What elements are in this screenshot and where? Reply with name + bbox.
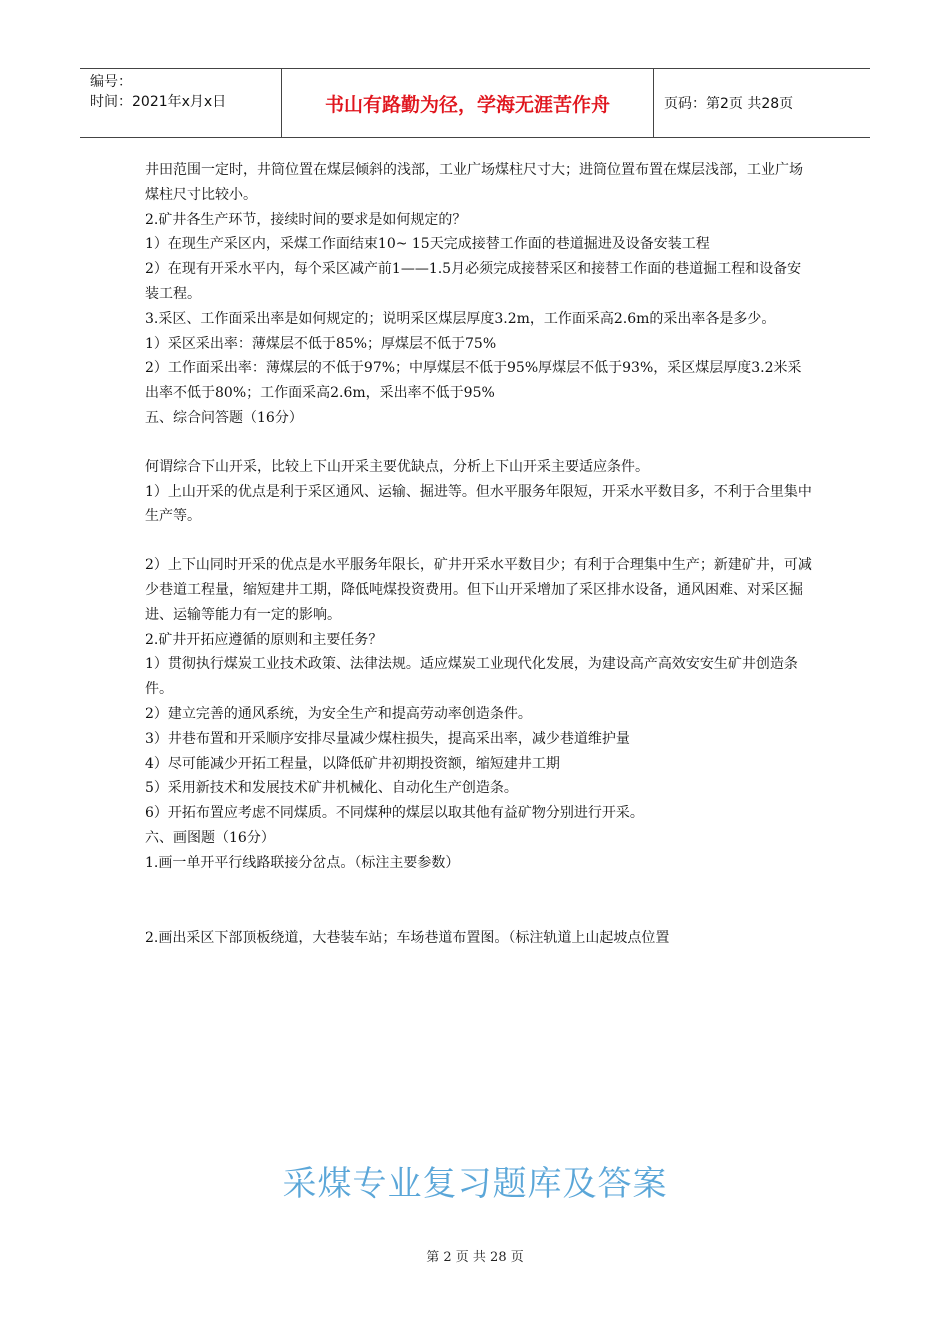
body-line: 1.画一单开平行线路联接分岔点。（标注主要参数）: [145, 854, 460, 871]
header-meta: [80, 69, 282, 137]
body-line: 2.矿井各生产环节，接续时间的要求是如何规定的？: [145, 211, 467, 228]
body-line: 2.画出采区下部顶板绕道，大巷装车站；车场巷道布置图。（标注轨道上山起坡点位置: [145, 929, 670, 946]
spacer: [145, 876, 815, 926]
spacer: [145, 431, 815, 455]
section-heading: 五、综合问答题（16分）: [145, 409, 303, 426]
header-page-label: 页码：第2页 共28页: [664, 96, 794, 112]
body-line: 何谓综合下山开采，比较上下山开采主要优缺点，分析上下山开采主要适应条件。: [145, 458, 649, 475]
body-line: 5）采用新技术和发展技术矿井机械化、自动化生产创造条。: [145, 780, 518, 797]
time-label: 时间：2021年x月x日: [90, 94, 227, 110]
body-line: 3.采区、工作面采出率是如何规定的；说明采区煤层厚度3.2m，工作面采高2.6m的采出率各是多少。: [145, 310, 776, 327]
header-motto: 书山有路勤为径，学海无涯苦作舟: [282, 69, 654, 137]
document-body: [145, 158, 815, 950]
page-header: [80, 68, 870, 138]
body-line: 2）上下山同时开采的优点是水平服务年限长，矿井开采水平数目少；有利于合理集中生产；新建矿井，可减少巷道工程量，缩短建井工期，降低吨煤投资费用。但下山开采增加了采区排水设备，通风困难、对采区掘进、运输等能力有一定的影响。: [145, 557, 812, 623]
body-line: 1）上山开采的优点是利于采区通风、运输、掘进等。但水平服务年限短，开采水平数目多，不利于合里集中生产等。: [145, 483, 812, 525]
body-line: 2）工作面采出率：薄煤层的不低于97%；中厚煤层不低于95%厚煤层不低于93%，采区煤层厚度3.2米采出率不低于80%；工作面采高2.6m，采出率不低于95%: [145, 360, 802, 402]
body-line: 2.矿井开拓应遵循的原则和主要任务？: [145, 631, 383, 648]
body-line: 6）开拓布置应考虑不同煤质。不同煤种的煤层以取其他有益矿物分别进行开采。: [145, 805, 644, 822]
body-line: 2）在现有开采水平内，每个采区减产前1——1.5月必须完成接替采区和接替工作面的巷道掘工程和设备安装工程。: [145, 261, 802, 302]
spacer: [145, 529, 815, 553]
body-line: 3）井巷布置和开采顺序安排尽量减少煤柱损失，提高采出率，减少巷道维护量: [145, 730, 630, 747]
body-line: 井田范围一定时，井筒位置在煤层倾斜的浅部，工业广场煤柱尺寸大；进筒位置布置在煤层浅部，工业广场煤柱尺寸比较小。: [145, 162, 803, 203]
body-line: 1）在现生产采区内，采煤工作面结束10~ 15天完成接替工作面的巷道掘进及设备安装工程: [145, 236, 710, 253]
body-line: 4）尽可能减少开拓工程量，以降低矿井初期投资额，缩短建井工期: [145, 755, 560, 772]
body-line: 1）采区采出率：薄煤层不低于85%；厚煤层不低于75%: [145, 335, 497, 352]
body-line: 1）贯彻执行煤炭工业技术政策、法律法规。适应煤炭工业现代化发展，为建设高产高效安安生矿井创造条件。: [145, 656, 798, 698]
watermark-title: 采煤专业复习题库及答案: [282, 1164, 668, 1204]
section-heading: 六、画图题（16分）: [145, 829, 275, 846]
number-label: 编号：: [90, 74, 132, 90]
body-line: 2）建立完善的通风系统，为安全生产和提高劳动率创造条件。: [145, 705, 532, 722]
page-footer: 第 2 页 共 28 页: [426, 1250, 524, 1265]
